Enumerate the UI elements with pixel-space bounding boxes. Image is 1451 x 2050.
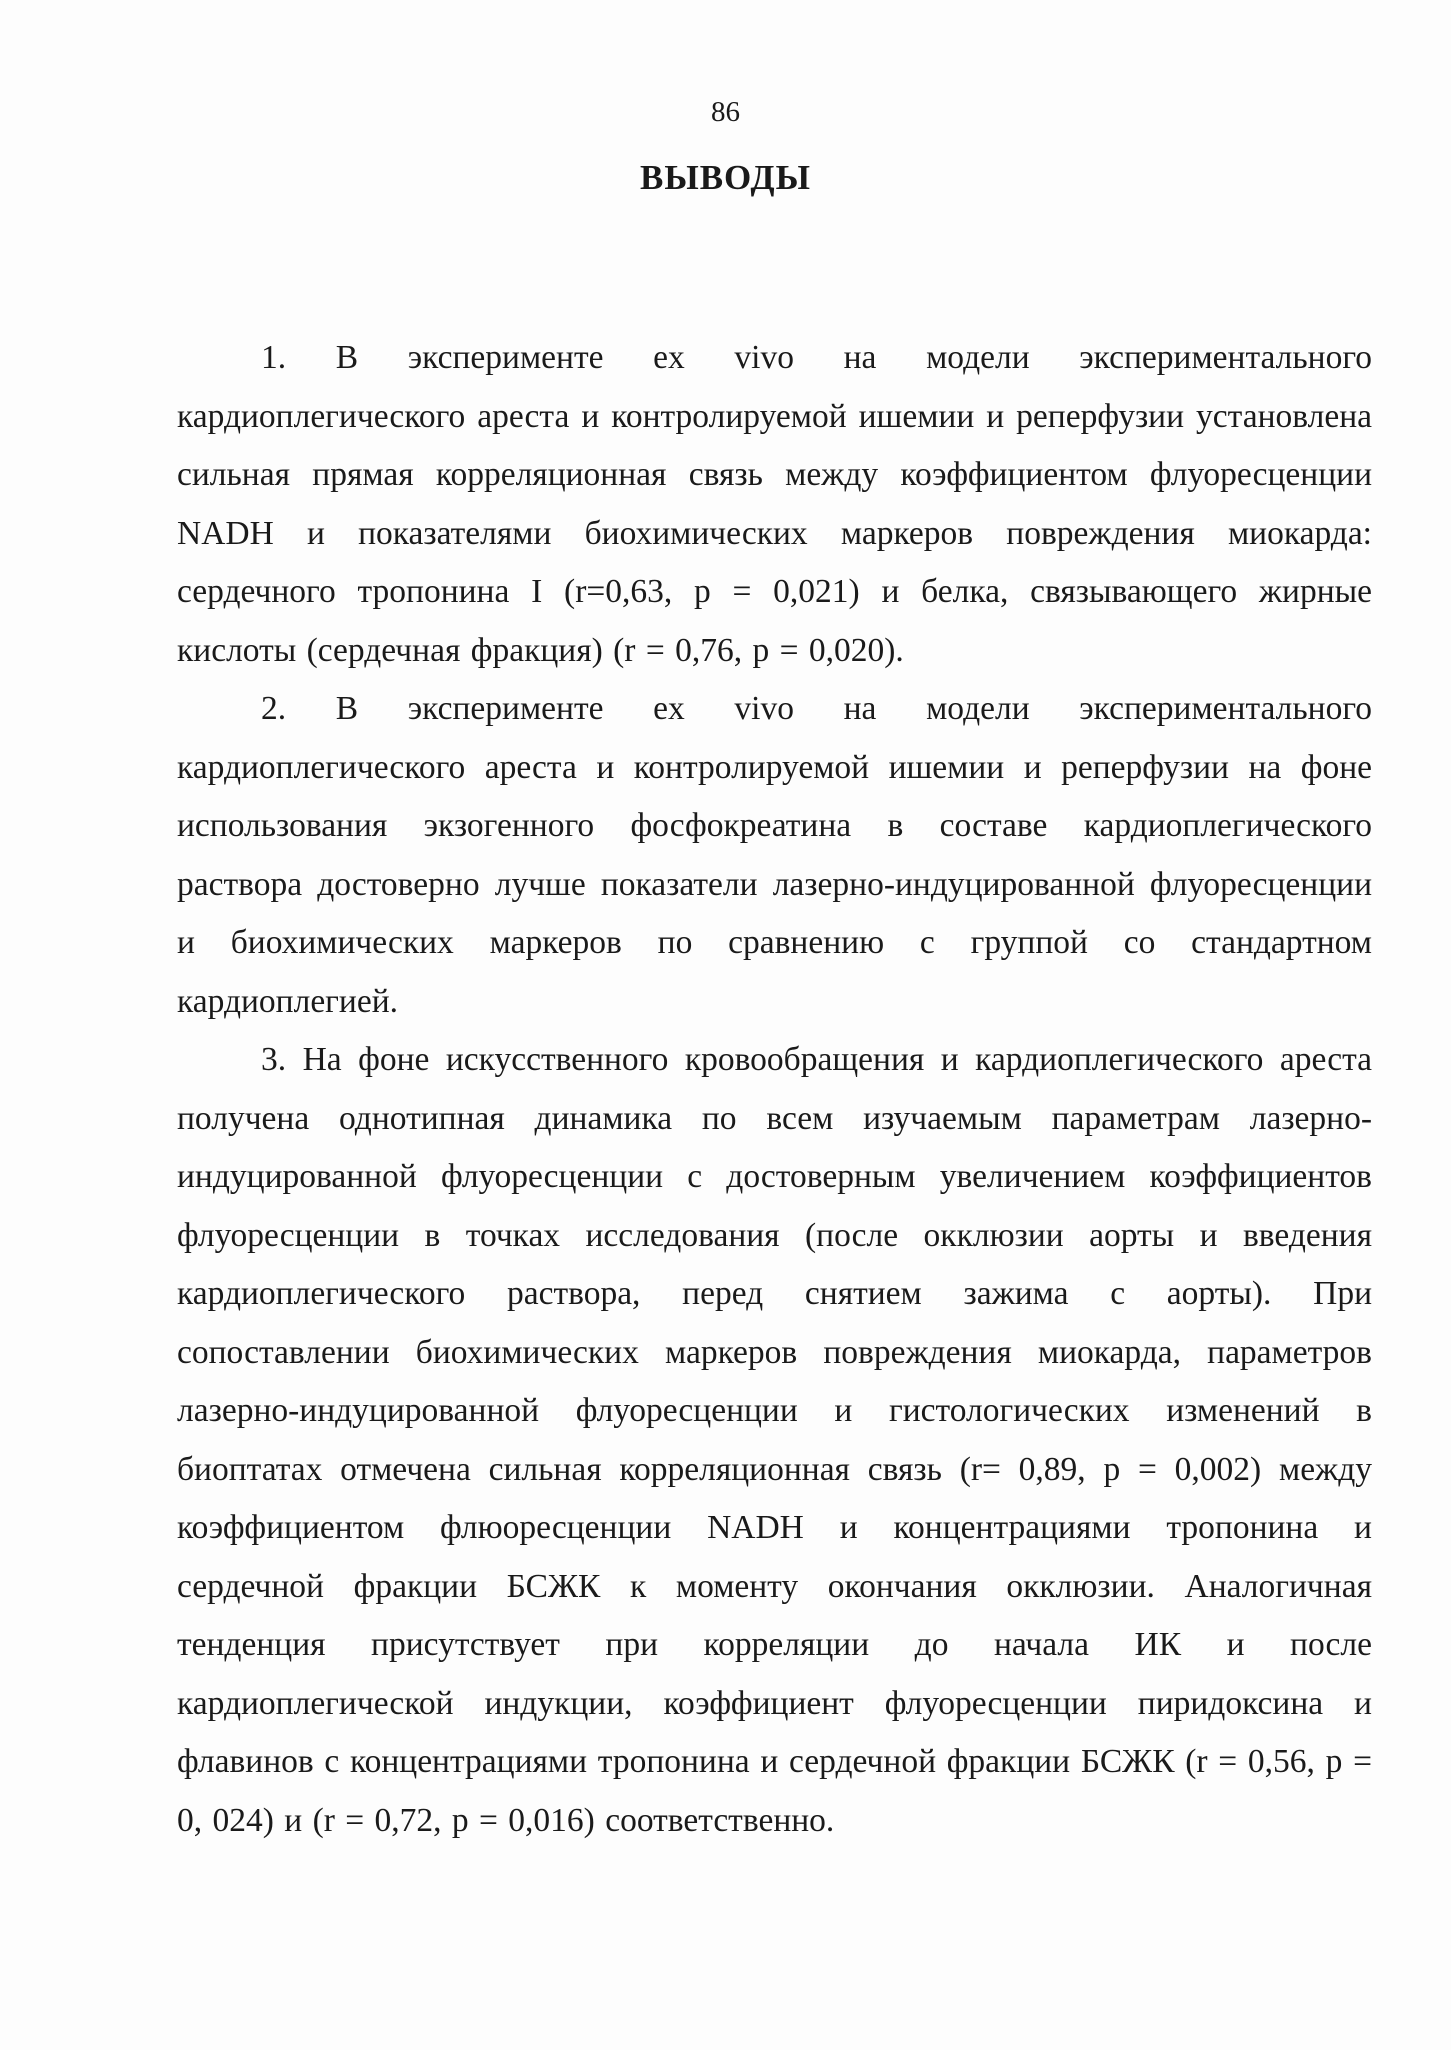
- page-number: 86: [711, 96, 740, 128]
- page-title: ВЫВОДЫ: [640, 158, 811, 197]
- conclusion-item-1: 1. В эксперименте ex vivo на модели экспериментального кардиоплегического ареста и контролируемой ишемии и реперфузии установлена сильная прямая корреляционная связь между коэффициентом флуоресценции NADH и показателями биохимических маркеров повреждения миокарда: сердечного тропонина I (r=0,63, p = 0,021) и белка, связывающего жирные кислоты (сердечная фракция) (r = 0,76, p = 0,020).: [177, 339, 1372, 669]
- conclusions-list: [177, 329, 1372, 1850]
- conclusion-item-3: 3. На фоне искусственного кровообращения и кардиоплегического ареста получена однотипная динамика по всем изучаемым параметрам лазерно-индуцированной флуоресценции с достоверным увеличением коэффициентов флуоресценции в точках исследования (после окклюзии аорты и введения кардиоплегического раствора, перед снятием зажима с аорты). При сопоставлении биохимических маркеров повреждения миокарда, параметров лазерно-индуцированной флуоресценции и гистологических изменений в биоптатах отмечена сильная корреляционная связь (r= 0,89, p = 0,002) между коэффициентом флюоресценции NADH и концентрациями тропонина и сердечной фракции БСЖК к моменту окончания окклюзии. Аналогичная тенденция присутствует при корреляции до начала ИК и после кардиоплегической индукции, коэффициент флуоресценции пиридоксина и флавинов с концентрациями тропонина и сердечной фракции БСЖК (r = 0,56, p = 0, 024) и (r = 0,72, p = 0,016) соответственно.: [177, 1041, 1372, 1839]
- conclusion-item-2: 2. В эксперименте ex vivo на модели экспериментального кардиоплегического ареста и контролируемой ишемии и реперфузии на фоне использования экзогенного фосфокреатина в составе кардиоплегического раствора достоверно лучше показатели лазерно-индуцированной флуоресценции и биохимических маркеров по сравнению с группой со стандартном кардиоплегией.: [177, 690, 1372, 1020]
